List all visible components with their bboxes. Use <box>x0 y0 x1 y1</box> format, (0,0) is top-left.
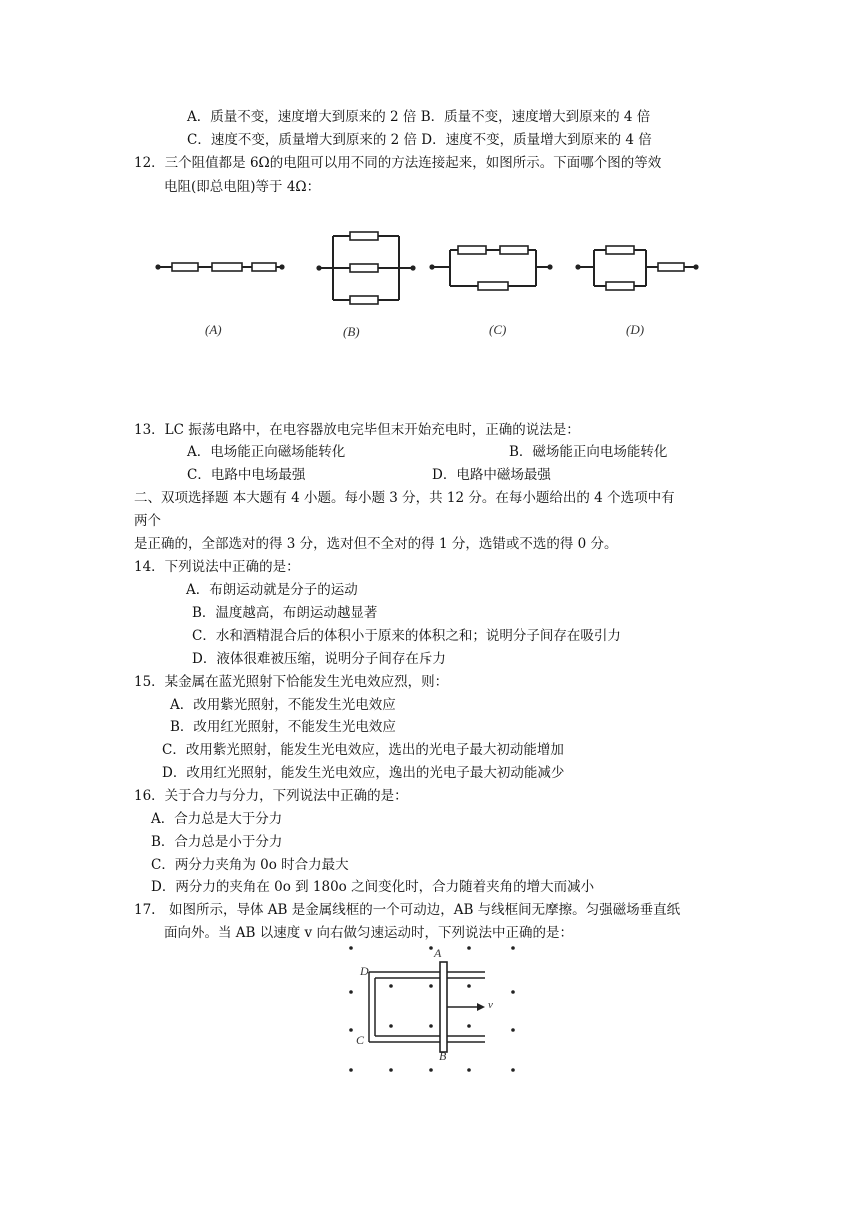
circuit-figure-d <box>574 240 704 295</box>
q17-stem-line2: 面向外。当 AB 以速度 v 向右做匀速运动时，下列说法中正确的是： <box>164 925 573 941</box>
figure-label-d: (D) <box>626 322 645 337</box>
q14-option-b: B．温度越高，布朗运动越显著 <box>192 605 378 621</box>
circuit-figure-a <box>150 252 290 282</box>
q13-stem: 13．LC 振荡电路中，在电容器放电完毕但末开始充电时，正确的说法是： <box>134 422 580 438</box>
q16-option-c: C．两分力夹角为 0o 时合力最大 <box>151 857 349 873</box>
q11-option-ab: A．质量不变，速度增大到原来的 2 倍 B．质量不变，速度增大到原来的 4 倍 <box>187 109 651 125</box>
rod-ab <box>440 962 447 1052</box>
q13-option-c: C．电路中电场最强 <box>187 467 306 483</box>
q17-induction-figure <box>345 942 525 1077</box>
circuit-figure-b <box>315 226 420 308</box>
circuit-figure-c <box>428 240 558 295</box>
q15-option-b: B．改用红光照射，不能发生光电效应 <box>170 719 396 735</box>
label-a: A <box>434 946 442 960</box>
q12-stem-line2: 电阻(即总电阻)等于 4Ω： <box>164 179 321 195</box>
q16-option-b: B．合力总是小于分力 <box>151 834 283 850</box>
q13-option-a: A．电场能正向磁场能转化 <box>187 444 346 460</box>
q13-option-b: B．磁场能正向电场能转化 <box>509 444 668 460</box>
label-d: D <box>360 964 369 978</box>
q15-stem: 15．某金属在蓝光照射下恰能发生光电效应烈，则： <box>134 674 449 690</box>
figure-label-c: (C) <box>489 322 507 337</box>
q14-option-c: C．水和酒精混合后的体积小于原来的体积之和；说明分子间存在吸引力 <box>192 628 621 644</box>
section2-heading-line1: 二、双项选择题 本大题有 4 小题。每小题 3 分，共 12 分。在每小题给出的 4 个选项中有 <box>134 490 675 506</box>
figure-label-a: (A) <box>205 322 222 337</box>
q16-option-d: D．两分力的夹角在 0o 到 180o 之间变化时，合力随着夹角的增大而减小 <box>151 879 595 895</box>
q14-stem: 14．下列说法中正确的是： <box>134 559 300 575</box>
q14-option-a: A．布朗运动就是分子的运动 <box>186 582 358 598</box>
q15-option-d: D．改用红光照射，能发生光电效应，逸出的光电子最大初动能减少 <box>162 765 565 781</box>
q15-option-c: C．改用紫光照射，能发生光电效应，选出的光电子最大初动能增加 <box>162 742 564 758</box>
label-v: v <box>488 999 493 1011</box>
label-b: B <box>439 1049 447 1063</box>
figure-label-b: (B) <box>343 324 360 339</box>
q16-option-a: A．合力总是大于分力 <box>151 811 283 827</box>
q14-option-d: D．液体很难被压缩，说明分子间存在斥力 <box>192 651 446 667</box>
q15-option-a: A．改用紫光照射，不能发生光电效应 <box>170 697 396 713</box>
label-c: C <box>356 1033 365 1047</box>
q17-stem-line1: 17. 如图所示，导体 AB 是金属线框的一个可动边，AB 与线框间无摩擦。匀强磁场垂直纸 <box>134 902 681 918</box>
section2-heading-line2: 两个 <box>134 513 161 529</box>
velocity-arrow <box>447 1003 485 1011</box>
q12-stem-line1: 12．三个阻值都是 6Ω的电阻可以用不同的方法连接起来，如图所示。下面哪个图的等效 <box>134 155 662 171</box>
q13-option-d: D．电路中磁场最强 <box>432 467 551 483</box>
q11-option-cd: C．速度不变，质量增大到原来的 2 倍 D．速度不变，质量增大到原来的 4 倍 <box>187 132 652 148</box>
q16-stem: 16．关于合力与分力，下列说法中正确的是： <box>134 788 408 804</box>
section2-heading-line3: 是正确的，全部选对的得 3 分，选对但不全对的得 1 分，选错或不选的得 0 分。 <box>134 536 618 552</box>
